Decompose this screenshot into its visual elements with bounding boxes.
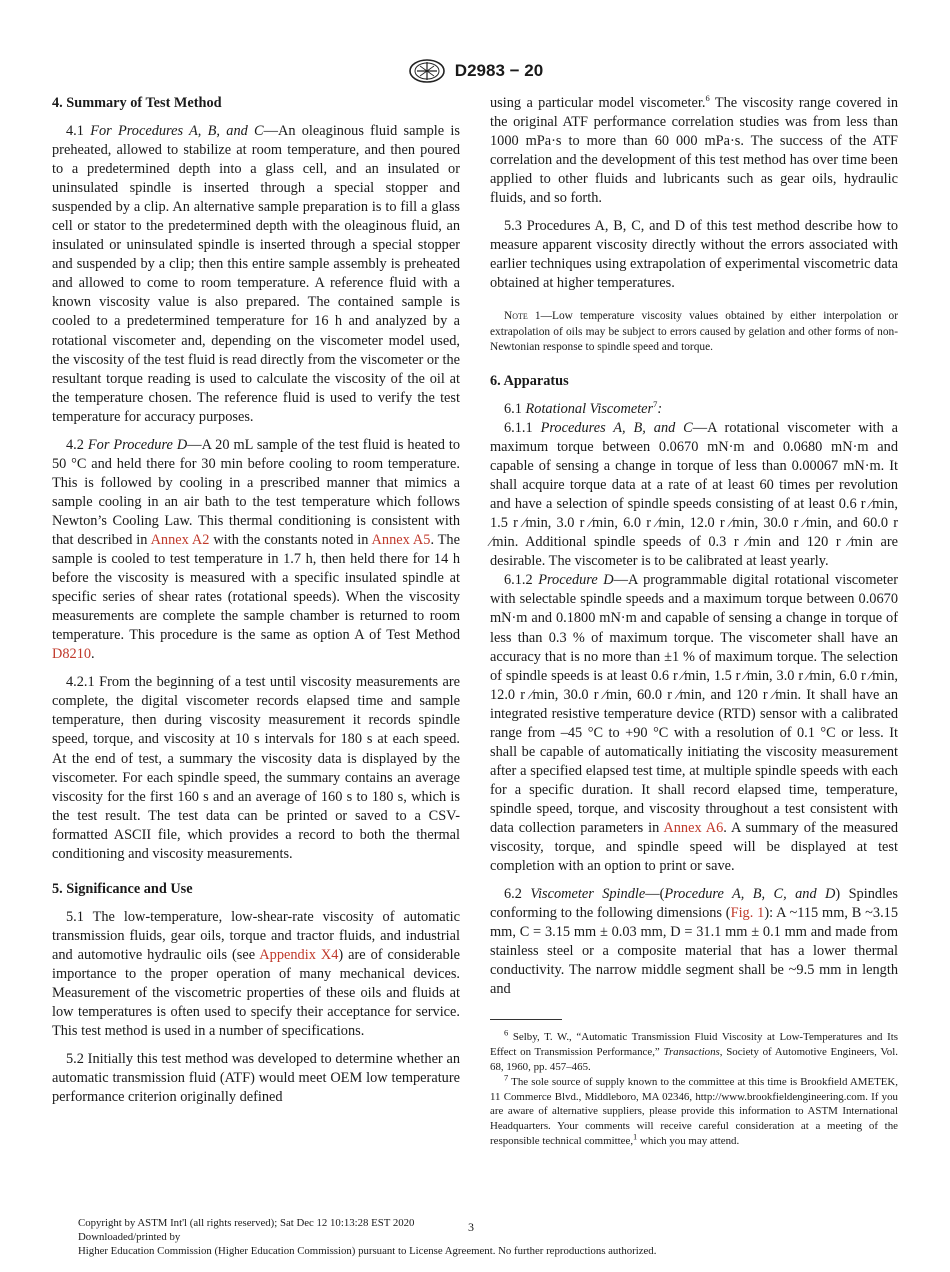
page-footer bbox=[78, 1216, 938, 1258]
footnote-6: $^6$ Selby, T. W., “Automatic Transmission Fluid Viscosity at Low-Temperatures and Its Effect on Transmission Performance,” Transactions, Society of Automotive Engineers, Vol. 68, 1960, pp. 457–465. bbox=[490, 1027, 898, 1074]
fig-1-link[interactable]: Fig. 1 bbox=[730, 905, 765, 922]
annex-a6-link[interactable]: Annex A6 bbox=[663, 820, 724, 836]
paragraph-5-2: 5.2 Initially this test method was developed to determine whether an automatic transmission fluid (ATF) would meet OEM low temperature performance criterion originally defined bbox=[52, 1051, 460, 1106]
paragraph-5-3: 5.3 Procedures A, B, C, and D of this test method describe how to measure apparent viscosity directly without the errors associated with earlier techniques using extrapolation of experimental viscometric data obtained at higher temperatures. bbox=[490, 218, 898, 292]
paragraph-6-1: 6.1 Rotational Viscometer$^7$: bbox=[504, 399, 663, 417]
section-5-heading: 5. Significance and Use bbox=[52, 880, 193, 897]
d8210-link[interactable]: D8210 bbox=[52, 646, 92, 663]
document-id: D2983 − 20 bbox=[454, 61, 544, 80]
paragraph-4-1: 4.1 For Procedures A, B, and C—An oleaginous fluid sample is preheated, allowed to stabilize at room temperature, and then poured to a predetermined depth into a glass cell, and an insulated or uninsulated spindle is inserted through a special stopper and suspended by a clip. An alternative sample preparation is to fill a glass cell or stator to the predetermined depth with the oleaginous fluid, an insulated or uninsulated spindle is inserted through a special stopper and suspended by a clip; then this entire sample assembly is preheated and allowed to come to room temperature. A reference fluid with a known viscosity value is also prepared. The contained sample is cooled to a predetermined temperature for 16 h and analyzed by a rotational viscometer and, depending on the viscometer model used, the viscosity of the test fluid is read directly from the viscometer or the resultant torque reading is used to calculate the viscosity of the oil at the temperature chosen. The reference fluid is used to verify the test temperature for accuracy purposes. bbox=[52, 123, 460, 425]
footer-license: Higher Education Commission (Higher Education Commission) pursuant to License Agreement. No further reproductions authorized. bbox=[78, 1245, 657, 1257]
footer-downloaded: Downloaded/printed by bbox=[78, 1231, 181, 1243]
paragraph-6-1-2: 6.1.2 Procedure D—A programmable digital rotational viscometer with selectable spindle speeds and a maximum torque between 0.0670 mN·m and 0.1800 mN·m and capable of sensing a change in torque of less than 0.3 % of maximum torque. The viscometer shall have an accuracy that is no more than ±1 % of maximum torque. The selection of spindle speeds is at least 0.6 r ⁄min, 1.5 r ⁄min, 3.0 r ⁄min, 6.0 r ⁄min, 12.0 r ⁄min, 30.0 r ⁄min, 60.0 r ⁄min, and 120 r ⁄min. It shall have an integrated resistive temperature device (RTD) sensor with a calibrated range from –45 °C to +90 °C with a resolution of 0.1 °C or less. It shall be capable of automatically initiating the viscosity measurement after a specified elapsed test time, at multiple spindle speeds with each for a specific duration. It shall record elapsed time, temperature, spindle speed, torque, and viscosity throughout a test consistent with data collection parameters in Annex A6. A summary of the measured viscosity, torque, and spindle speed will be displayed at test completion with an option to print or save. bbox=[490, 572, 898, 875]
annex-a5-link[interactable]: Annex A5 bbox=[371, 531, 431, 548]
paragraph-4-2: 4.2 For Procedure D—A 20 mL sample of the test fluid is heated to 50 °C and held there for 30 min before cooling to room temperature. This is followed by cooling in a prescribed manner that mimics a sample cooling in an air bath to the test temperature which follows Newton’s Cooling Law. This thermal conditioning is consistent with that described in Annex A2 with the constants noted in Annex A5. The sample is cooled to test temperature in 1.7 h, then held there for 14 h before the viscosity is measured with a specific insulated spindle at specific series of shear rates (rotational speeds). When the viscosity measurements are complete the sample chamber is returned to room temperature. This procedure is the same as option A of Test Method D8210. bbox=[52, 436, 461, 663]
page-number: 3 bbox=[468, 1220, 474, 1234]
right-column bbox=[490, 94, 898, 1149]
astm-logo-icon bbox=[407, 58, 447, 84]
footnote-divider bbox=[490, 1019, 562, 1020]
left-column bbox=[52, 94, 460, 1107]
annex-a2-link[interactable]: Annex A2 bbox=[150, 531, 210, 548]
paragraph-5-1: 5.1 The low-temperature, low-shear-rate viscosity of automatic transmission fluids, gear oils, torque and tractor fluids, and industrial and automotive hydraulic oils (see Appendix X4) are of considerable importance to the proper operation of many mechanical devices. Measurement of the viscometric properties of these oils and fluids at low temperatures is often used to specify their acceptance for service. This test method is used in a number of specifications. bbox=[52, 908, 461, 1040]
paragraph-6-1-1: 6.1.1 Procedures A, B, and C—A rotational viscometer with a maximum torque between 0.0670 mN·m and 0.0680 mN·m and capable of sensing a change in torque of less than 0.00067 mN·m. It shall acquire torque data at a rate of at least 60 times per revolution and have a selection of spindle speeds consisting of at least 0.6 r ⁄min, 1.5 r ⁄min, 3.0 r ⁄min, 6.0 r ⁄min, 12.0 r ⁄min, 30.0 r ⁄min, and 60.0 r ⁄min. Additional spindle speeds of 0.3 r ⁄min and 120 r ⁄min are desirable. The viscometer is to be calibrated at least yearly. bbox=[490, 420, 898, 570]
section-4-heading: 4. Summary of Test Method bbox=[52, 95, 222, 111]
footnote-7: $^7$ The sole source of supply known to the committee at this time is Brookfield AMETEK, 11 Commerce Blvd., Middleboro, MA 02346, http://www.brookfieldengineering.com. If you are aware of alternative suppliers, please provide this information to ASTM International Headquarters. Your comments will receive careful consideration at a meeting of the responsible technical committee,$^1$ which you may attend. bbox=[490, 1072, 898, 1147]
note-1: Note 1—Low temperature viscosity values obtained by either interpolation or extrapolation of oils may be subject to errors caused by gelation and other forms of non-Newtonian response to spindle speed and torque. bbox=[490, 310, 898, 354]
paragraph-5-2-continued: using a particular model viscometer.$^6$ The viscosity range covered in the original ATF performance correlation studies was from less than 1000 mPa·s to more than 60 000 mPa·s. The success of the ATF correlation and the development of this test method has over time been applied to other fluids and lubricants such as gear oils, hydraulic fluids, and so forth. bbox=[490, 93, 898, 207]
section-6-heading: 6. Apparatus bbox=[490, 372, 569, 389]
appendix-x4-link[interactable]: Appendix X4 bbox=[259, 946, 339, 963]
page-header bbox=[0, 58, 950, 84]
paragraph-6-2: 6.2 Viscometer Spindle—(Procedure A, B, C, and D) Spindles conforming to the following dimensions (Fig. 1): A ~115 mm, B ~3.15 mm, C = 3.15 mm ± 0.03 mm, D = 31.1 mm ± 0.1 mm and made from stainless steel or a composite material that has a lower thermal conductivity. The narrow middle segment shall be ~9.5 mm in length and bbox=[490, 886, 899, 998]
paragraph-4-2-1: 4.2.1 From the beginning of a test until viscosity measurements are complete, the digital viscometer records elapsed time and sample temperature, then during viscosity measurement it records spindle speed, torque, and viscosity at 10 s intervals for 180 s at each speed. At the end of test, a summary the viscosity data is displayed by the viscometer. For each spindle speed, the summary contains an average viscosity for the first 160 s and an average of 160 s to 180 s, which is the test result. The test data can be printed or saved to a CSV-formatted ASCII file, which provides a record to both the thermal conditioning and viscosity measurements. bbox=[52, 674, 460, 862]
footer-copyright: Copyright by ASTM Int'l (all rights reserved); Sat Dec 12 10:13:28 EST 2020 bbox=[78, 1217, 415, 1229]
